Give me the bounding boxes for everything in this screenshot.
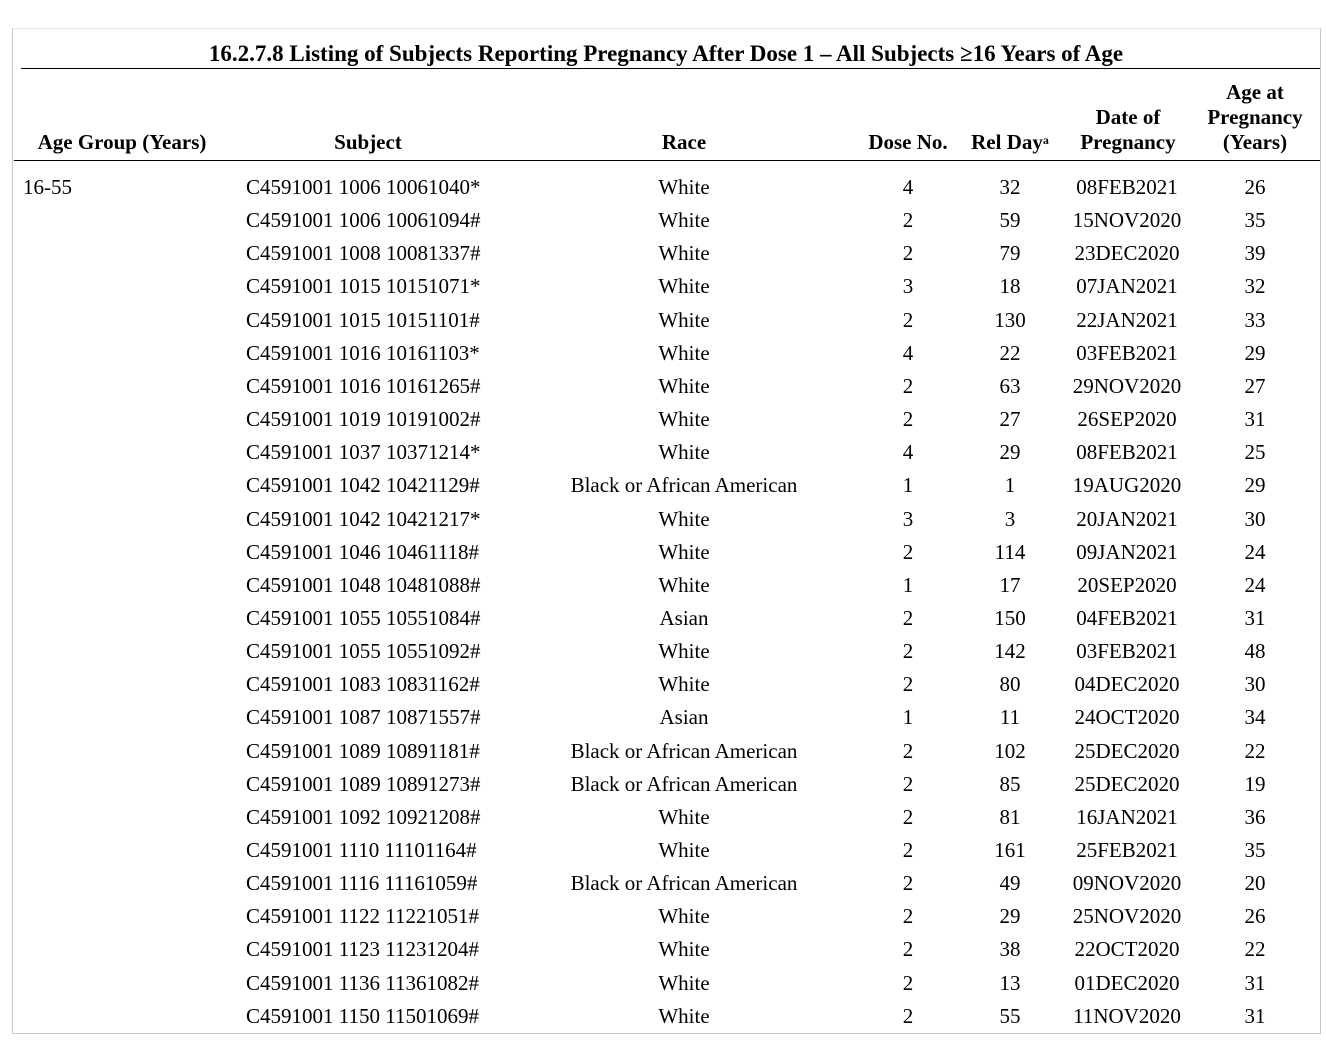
dose-no-cell: 4 (902, 440, 914, 464)
age-at-pregnancy-cell: 32 (1244, 274, 1266, 298)
age-at-pregnancy-cell: 25 (1244, 440, 1266, 464)
subject-cell: C4591001 1046 10461118# (246, 540, 479, 564)
subject-cell: C4591001 1110 11101164# (246, 838, 477, 862)
race-cell: White (658, 274, 710, 298)
age-at-pregnancy-cell: 22 (1244, 937, 1266, 961)
race-cell: White (658, 208, 710, 232)
subject-cell: C4591001 1089 10891273# (246, 772, 481, 796)
subject-cell: C4591001 1015 10151101# (246, 308, 480, 332)
race-cell: White (658, 672, 710, 696)
dose-no-cell: 2 (902, 407, 914, 431)
age-at-pregnancy-cell: 35 (1244, 208, 1266, 232)
rel-day-cell: 102 (994, 739, 1026, 763)
dose-no-cell: 2 (902, 739, 914, 763)
rel-day-cell: 63 (999, 374, 1021, 398)
age-group-value: 16-55 (23, 175, 72, 199)
header-rel-day-label: Rel Day (971, 130, 1043, 154)
race-cell: Asian (659, 606, 709, 630)
race-cell: White (658, 573, 710, 597)
date-of-pregnancy-cell: 01DEC2020 (1074, 971, 1180, 995)
dose-no-cell: 2 (902, 805, 914, 829)
dose-no-cell: 2 (902, 208, 914, 232)
subject-cell: C4591001 1008 10081337# (246, 241, 481, 265)
rel-day-cell: 11 (999, 705, 1021, 729)
rel-day-cell: 142 (994, 639, 1026, 663)
subject-cell: C4591001 1123 11231204# (246, 937, 479, 961)
age-at-pregnancy-cell: 20 (1244, 871, 1266, 895)
dose-no-cell: 2 (902, 1004, 914, 1028)
rel-day-cell: 59 (999, 208, 1021, 232)
subject-cell: C4591001 1016 10161265# (246, 374, 481, 398)
rel-day-cell: 85 (999, 772, 1021, 796)
header-age-line1: Age at (1226, 80, 1284, 104)
header-rel-day (960, 130, 1060, 155)
race-cell: White (658, 341, 710, 365)
header-age-at-pregnancy (1200, 80, 1310, 155)
date-of-pregnancy-cell: 26SEP2020 (1077, 407, 1177, 431)
subject-cell: C4591001 1122 11221051# (246, 904, 479, 928)
age-at-pregnancy-cell: 27 (1244, 374, 1266, 398)
header-rel-day-footnote: a (1042, 133, 1049, 147)
rel-day-cell: 18 (999, 274, 1021, 298)
date-of-pregnancy-cell: 11NOV2020 (1073, 1004, 1181, 1028)
rel-day-cell: 27 (999, 407, 1021, 431)
race-cell: White (658, 241, 710, 265)
title-rule (21, 68, 1320, 69)
date-of-pregnancy-cell: 19AUG2020 (1072, 473, 1182, 497)
date-of-pregnancy-cell: 25FEB2021 (1076, 838, 1178, 862)
race-cell: White (658, 440, 710, 464)
rel-day-cell: 1 (1004, 473, 1016, 497)
subject-cell: C4591001 1019 10191002# (246, 407, 481, 431)
dose-no-cell: 1 (902, 573, 914, 597)
header-race (634, 130, 734, 155)
race-cell: White (658, 407, 710, 431)
race-cell: White (658, 308, 710, 332)
table-title: 16.2.7.8 Listing of Subjects Reporting Pregnancy After Dose 1 – All Subjects ≥16 Years of Age (208, 41, 1124, 66)
rel-day-cell: 29 (999, 904, 1021, 928)
dose-no-cell: 4 (902, 341, 914, 365)
rel-day-cell: 130 (994, 308, 1026, 332)
dose-no-cell: 2 (902, 241, 914, 265)
dose-no-cell: 2 (902, 772, 914, 796)
rel-day-cell: 13 (999, 971, 1021, 995)
date-of-pregnancy-cell: 15NOV2020 (1072, 208, 1182, 232)
date-of-pregnancy-cell: 03FEB2021 (1076, 341, 1178, 365)
age-at-pregnancy-cell: 35 (1244, 838, 1266, 862)
race-cell: Black or African American (570, 739, 798, 763)
subject-cell: C4591001 1083 10831162# (246, 672, 480, 696)
dose-no-cell: 3 (902, 274, 914, 298)
dose-no-cell: 2 (902, 672, 914, 696)
subject-cell: C4591001 1092 10921208# (246, 805, 481, 829)
subject-cell: C4591001 1042 10421217* (246, 507, 481, 531)
race-cell: White (658, 937, 710, 961)
subject-cell: C4591001 1136 11361082# (246, 971, 479, 995)
age-at-pregnancy-cell: 29 (1244, 473, 1266, 497)
race-cell: Black or African American (570, 871, 798, 895)
rel-day-cell: 29 (999, 440, 1021, 464)
rel-day-cell: 161 (994, 838, 1026, 862)
age-at-pregnancy-cell: 31 (1244, 407, 1266, 431)
dose-no-cell: 2 (902, 374, 914, 398)
race-cell: White (658, 838, 710, 862)
dose-no-cell: 2 (902, 904, 914, 928)
age-at-pregnancy-cell: 24 (1244, 573, 1266, 597)
rel-day-cell: 80 (999, 672, 1021, 696)
race-cell: White (658, 507, 710, 531)
header-age-group (22, 130, 222, 155)
date-of-pregnancy-cell: 25NOV2020 (1072, 904, 1182, 928)
rel-day-cell: 79 (999, 241, 1021, 265)
age-at-pregnancy-cell: 22 (1244, 739, 1266, 763)
date-of-pregnancy-cell: 16JAN2021 (1076, 805, 1178, 829)
dose-no-cell: 3 (902, 507, 914, 531)
header-age-group-label: Age Group (Years) (37, 130, 207, 154)
dose-no-cell: 1 (902, 473, 914, 497)
subject-cell: C4591001 1048 10481088# (246, 573, 481, 597)
header-age-line2: Pregnancy (1207, 105, 1303, 129)
age-at-pregnancy-cell: 26 (1244, 904, 1266, 928)
rel-day-cell: 81 (999, 805, 1021, 829)
subject-cell: C4591001 1150 11501069# (246, 1004, 479, 1028)
date-of-pregnancy-cell: 20SEP2020 (1077, 573, 1177, 597)
header-subject (300, 130, 436, 155)
race-cell: Asian (659, 705, 709, 729)
race-cell: White (658, 639, 710, 663)
rel-day-cell: 49 (999, 871, 1021, 895)
age-at-pregnancy-cell: 39 (1244, 241, 1266, 265)
header-race-label: Race (661, 130, 707, 154)
age-at-pregnancy-cell: 30 (1244, 507, 1266, 531)
race-cell: White (658, 1004, 710, 1028)
race-cell: White (658, 175, 710, 199)
date-of-pregnancy-cell: 29NOV2020 (1072, 374, 1182, 398)
dose-no-cell: 2 (902, 937, 914, 961)
age-at-pregnancy-cell: 24 (1244, 540, 1266, 564)
subject-cell: C4591001 1006 10061094# (246, 208, 481, 232)
age-at-pregnancy-cell: 33 (1244, 308, 1266, 332)
age-at-pregnancy-cell: 36 (1244, 805, 1266, 829)
rel-day-cell: 32 (999, 175, 1021, 199)
dose-no-cell: 2 (902, 308, 914, 332)
age-at-pregnancy-cell: 31 (1244, 606, 1266, 630)
header-rule (14, 160, 1320, 161)
rel-day-cell: 38 (999, 937, 1021, 961)
subject-cell: C4591001 1087 10871557# (246, 705, 481, 729)
date-of-pregnancy-cell: 09JAN2021 (1076, 540, 1178, 564)
race-cell: White (658, 374, 710, 398)
header-date-line2: Pregnancy (1080, 130, 1176, 154)
header-subject-label: Subject (334, 130, 402, 154)
date-of-pregnancy-cell: 04FEB2021 (1076, 606, 1178, 630)
rel-day-cell: 17 (999, 573, 1021, 597)
dose-no-cell: 2 (902, 606, 914, 630)
race-cell: Black or African American (570, 473, 798, 497)
date-of-pregnancy-cell: 20JAN2021 (1076, 507, 1178, 531)
rel-day-cell: 3 (1004, 507, 1016, 531)
age-at-pregnancy-cell: 30 (1244, 672, 1266, 696)
subject-cell: C4591001 1006 10061040* (246, 175, 481, 199)
rel-day-cell: 22 (999, 341, 1021, 365)
dose-no-cell: 2 (902, 639, 914, 663)
age-at-pregnancy-cell: 31 (1244, 1004, 1266, 1028)
date-of-pregnancy-cell: 09NOV2020 (1072, 871, 1182, 895)
subject-cell: C4591001 1037 10371214* (246, 440, 481, 464)
dose-no-cell: 4 (902, 175, 914, 199)
rel-day-cell: 114 (994, 540, 1026, 564)
header-date-of-pregnancy (1066, 105, 1190, 155)
rel-day-cell: 55 (999, 1004, 1021, 1028)
date-of-pregnancy-cell: 22OCT2020 (1074, 937, 1180, 961)
date-of-pregnancy-cell: 08FEB2021 (1076, 175, 1178, 199)
date-of-pregnancy-cell: 04DEC2020 (1074, 672, 1180, 696)
subject-cell: C4591001 1089 10891181# (246, 739, 480, 763)
date-of-pregnancy-cell: 08FEB2021 (1076, 440, 1178, 464)
date-of-pregnancy-cell: 25DEC2020 (1074, 772, 1180, 796)
age-at-pregnancy-cell: 34 (1244, 705, 1266, 729)
race-cell: White (658, 971, 710, 995)
dose-no-cell: 2 (902, 838, 914, 862)
race-cell: White (658, 805, 710, 829)
header-age-line3: (Years) (1222, 130, 1288, 154)
age-at-pregnancy-cell: 48 (1244, 639, 1266, 663)
age-at-pregnancy-cell: 26 (1244, 175, 1266, 199)
header-dose-no (860, 130, 956, 155)
date-of-pregnancy-cell: 22JAN2021 (1076, 308, 1178, 332)
date-of-pregnancy-cell: 25DEC2020 (1074, 739, 1180, 763)
race-cell: Black or African American (570, 772, 798, 796)
race-cell: White (658, 540, 710, 564)
age-at-pregnancy-cell: 29 (1244, 341, 1266, 365)
header-date-line1: Date of (1095, 105, 1161, 129)
dose-no-cell: 2 (902, 971, 914, 995)
race-cell: White (658, 904, 710, 928)
subject-cell: C4591001 1015 10151071* (246, 274, 481, 298)
subject-cell: C4591001 1055 10551084# (246, 606, 481, 630)
date-of-pregnancy-cell: 23DEC2020 (1074, 241, 1180, 265)
subject-cell: C4591001 1016 10161103* (246, 341, 480, 365)
header-dose-no-label: Dose No. (868, 130, 948, 154)
subject-cell: C4591001 1042 10421129# (246, 473, 480, 497)
subject-cell: C4591001 1116 11161059# (246, 871, 478, 895)
dose-no-cell: 2 (902, 871, 914, 895)
subject-cell: C4591001 1055 10551092# (246, 639, 481, 663)
dose-no-cell: 2 (902, 540, 914, 564)
date-of-pregnancy-cell: 07JAN2021 (1076, 274, 1178, 298)
age-at-pregnancy-cell: 31 (1244, 971, 1266, 995)
date-of-pregnancy-cell: 24OCT2020 (1074, 705, 1180, 729)
dose-no-cell: 1 (902, 705, 914, 729)
date-of-pregnancy-cell: 03FEB2021 (1076, 639, 1178, 663)
age-at-pregnancy-cell: 19 (1244, 772, 1266, 796)
rel-day-cell: 150 (994, 606, 1026, 630)
